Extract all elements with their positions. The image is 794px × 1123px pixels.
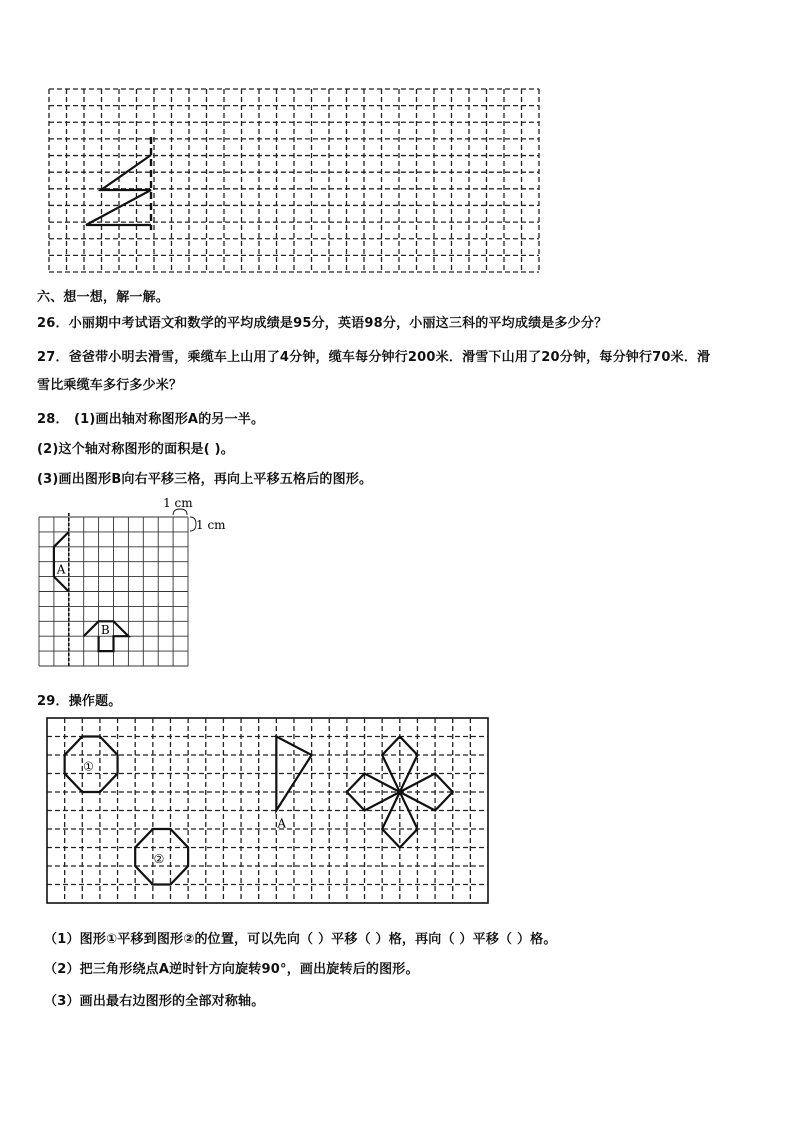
triangle-point-a-label: A [277,816,286,831]
question-29-part3: （3）画出最右边图形的全部对称轴。 [44,994,265,1009]
question-28-number: 28． [37,412,69,427]
scale-label-v: 1 cm [196,518,226,532]
shape-b-label: B [100,622,110,637]
question-28-part2: (2)这个轴对称图形的面积是( )。 [37,442,234,457]
q28-grid-figure [0,490,794,680]
q29-grid-figure [0,710,794,910]
question-28-part1: (1)画出轴对称图形A的另一半。 [74,412,265,427]
question-29-title: 29．操作题。 [37,694,122,709]
question-27-line2: 雪比乘缆车多行多少米？ [37,378,183,393]
question-27-line1: 27．爸爸带小明去滑雪，乘缆车上山用了4分钟，缆车每分钟行200米．滑雪下山用了20分钟，每分钟行70米．滑 [37,350,711,365]
octagon-1-label: ① [83,759,94,774]
scale-label-h: 1 cm [163,496,193,510]
top-dashed-grid [0,0,794,300]
question-29-part2: （2）把三角形绕点A逆时针方向旋转90°，画出旋转后的图形。 [44,962,419,977]
section-title: 六、想一想，解一解。 [37,290,170,305]
question-29-part1: （1）图形①平移到图形②的位置，可以先向（ ）平移（ ）格，再向（ ）平移（ ）格。 [44,932,557,947]
question-28-part3: (3)画出图形B向右平移三格，再向上平移五格后的图形。 [37,472,373,487]
octagon-2-label: ② [153,851,165,866]
question-26: 26．小丽期中考试语文和数学的平均成绩是95分，英语98分，小丽这三科的平均成绩是多少分？ [37,316,608,331]
shape-a-label: A [56,562,66,577]
